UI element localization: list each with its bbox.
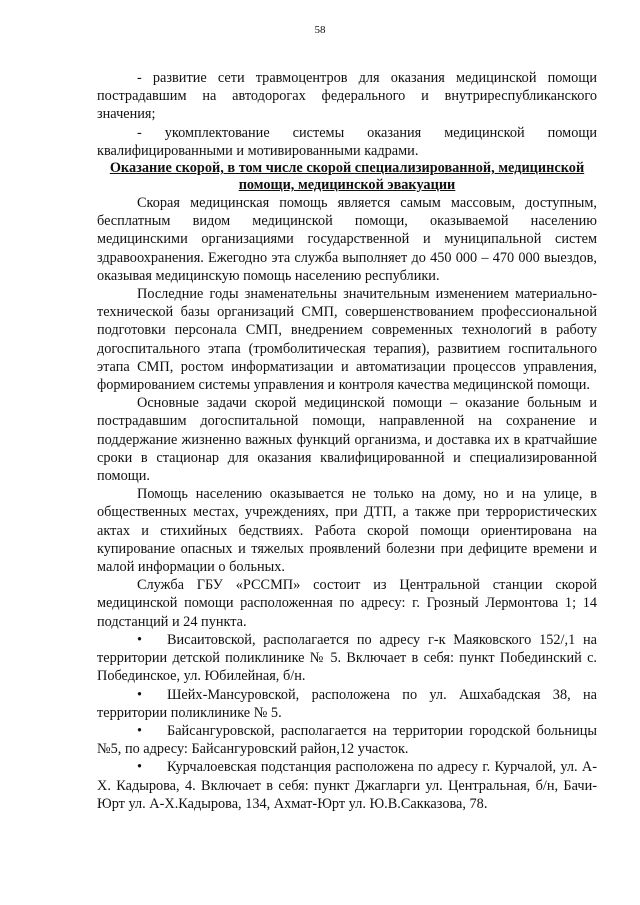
bullet-icon: • bbox=[137, 631, 143, 648]
body-paragraph-5: Служба ГБУ «РССМП» состоит из Центральной станции скорой медицинской помощи расположенная по адресу: г. Грозный Лермонтова 1; 14 подстанций и 24 пункта. bbox=[97, 577, 597, 630]
body-paragraph-4: Помощь населению оказывается не только на дому, но и на улице, в общественных местах, учреждениях, при ДТП, а также при террористических актах и стихийных бедствиях. Работа скорой помощи ориентирована на купирование опасных и тяжелых проявлений болезни при дефиците времени и малой информации о больных. bbox=[97, 486, 597, 576]
substation-item-2 bbox=[97, 686, 597, 722]
bullet-icon: • bbox=[137, 686, 143, 703]
bullet-icon: • bbox=[137, 722, 143, 739]
intro-paragraph-1: - развитие сети травмоцентров для оказания медицинской помощи пострадавшим на автодорогах федерального и внутриреспубликанского значения; bbox=[97, 70, 597, 123]
substation-text-3: Байсангуровской, располагается на территории городской больницы №5, по адресу: Байсангуровский район,12 участок. bbox=[97, 722, 597, 758]
body-paragraph-2: Последние годы знаменательны значительным изменением материально-технической базы организаций СМП, совершенствованием профессиональной подготовки персонала СМП, внедрением современных технологий в работу догоспитального этапа (тромболитическая терапия), развитием госпитального этапа СМП, ростом информатизации и автоматизации процессов управления, формированием системы управления и контроля качества медицинской помощи. bbox=[97, 286, 597, 394]
substation-text-4: Курчалоевская подстанция расположена по адресу г. Курчалой, ул. А-Х. Кадырова, 4. Включает в себя: пункт Джагларги ул. Центральная, б/н, Бачи-Юрт ул. А-Х.Кадырова, 134, Ахмат-Юрт ул. Ю.В.Сакказова, 78. bbox=[97, 759, 597, 812]
intro-paragraph-2: - укомплектование системы оказания медицинской помощи квалифицированными и мотивированными кадрами. bbox=[97, 124, 597, 159]
substation-item-1 bbox=[97, 631, 597, 686]
page-number: 58 bbox=[314, 24, 326, 36]
substation-text-1: Висаитовской, располагается по адресу г-к Маяковского 152/,1 на территории детской поликлинике № 5. Включает в себя: пункт Побединский с. Побединское, ул. Юбилейная, б/н. bbox=[97, 631, 597, 685]
bullet-icon: • bbox=[137, 759, 143, 776]
substation-text-2: Шейх-Мансуровской, расположена по ул. Ашхабадская 38, на территории поликлинике № 5. bbox=[97, 686, 597, 721]
body-paragraph-3: Основные задачи скорой медицинской помощи – оказание больным и пострадавшим догоспитальной помощи, направленной на сохранение и поддержание жизненно важных функций организма, и доставка их в кратчайшие сроки в стационар для оказания квалифицированной и специализированной помощи. bbox=[97, 395, 597, 485]
substation-item-3 bbox=[97, 722, 597, 758]
document-body bbox=[97, 69, 597, 813]
substation-item-4 bbox=[97, 758, 597, 813]
body-paragraph-1: Скорая медицинская помощь является самым массовым, доступным, бесплатным видом медицинской помощи, оказываемой населению медицинскими организациями государственной и муниципальной систем здравоохранения. Ежегодно эта служба выполняет до 450 000 – 470 000 выездов, оказывая медицинскую помощь населению республики. bbox=[97, 195, 597, 284]
section-heading: Оказание скорой, в том числе скорой специализированной, медицинской помощи, медицинской эвакуации bbox=[109, 160, 585, 194]
